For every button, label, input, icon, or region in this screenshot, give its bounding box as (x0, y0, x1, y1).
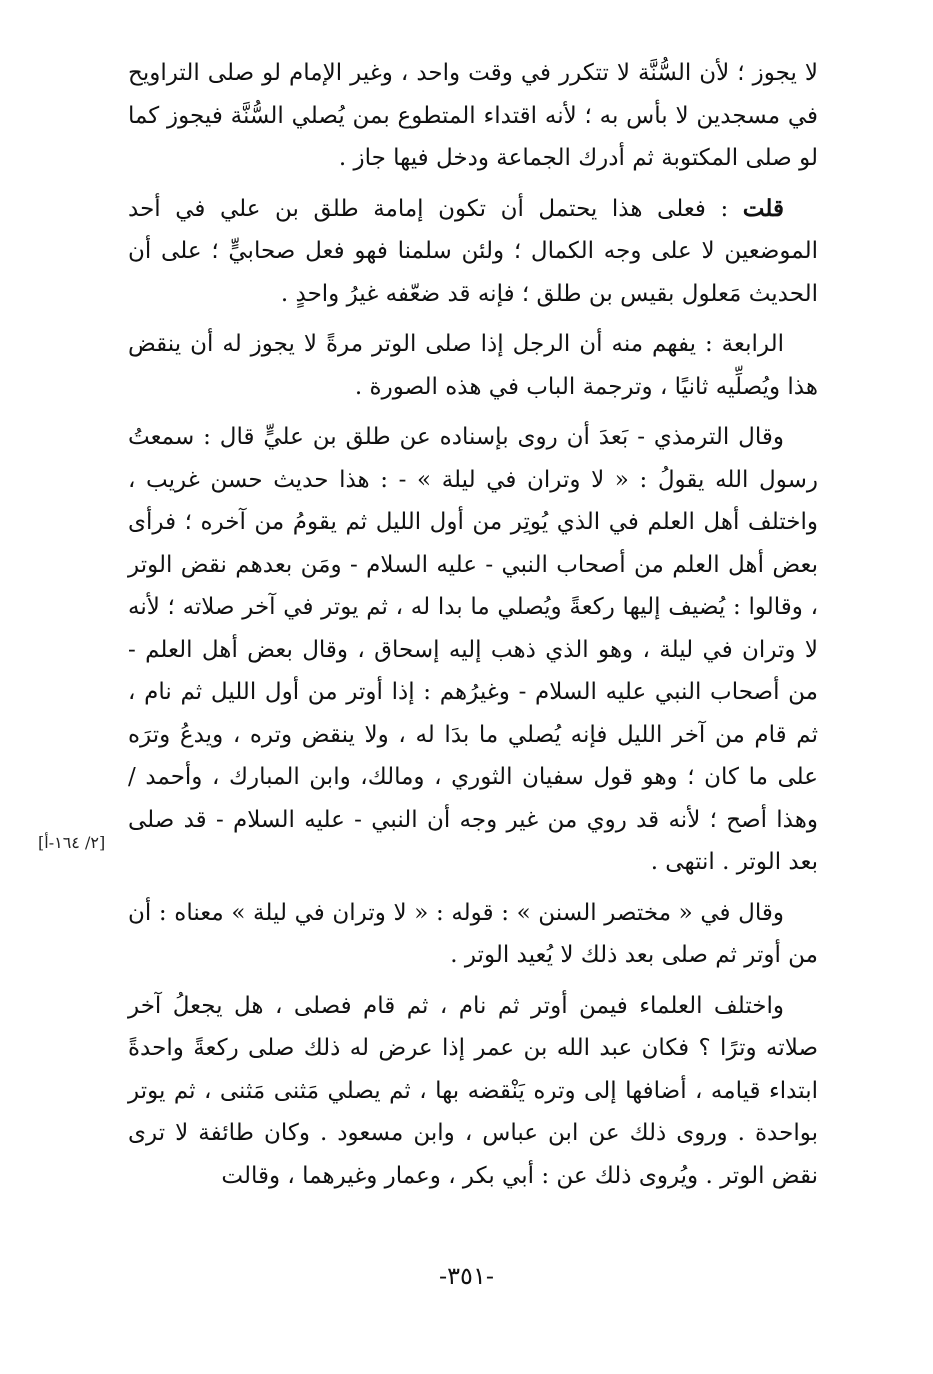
paragraph-3-text: الرابعة : يفهم منه أن الرجل إذا صلى الوتر مرةً لا يجوز له أن ينقض هذا ويُصلِّيه ثانيًا ، وترجمة الباب في هذه الصورة . (128, 331, 818, 400)
paragraph-5 (128, 892, 818, 977)
margin-folio-reference: [٢/ ١٦٤-أ] (38, 833, 106, 852)
paragraph-4 (128, 416, 818, 884)
paragraph-6 (128, 985, 818, 1198)
page-number: -٣٥١- (439, 1262, 494, 1290)
page-body (128, 52, 818, 1205)
paragraph-4-text: وقال الترمذي - بَعدَ أن روى بإسناده عن طلق بن عليٍّ قال : سمعتُ رسول الله يقولُ : « لا وتران في ليلة » - : هذا حديث حسن غريب ، واختلف أهل العلم في الذي يُوتِر من أول الليل ثم يقومُ من آخره ؛ فرأى بعض أهل العلم من أصحاب النبي - عليه السلام - ومَن بعدهم نقض الوتر ، وقالوا : يُضيف إليها ركعةً ويُصلي ما بدا له ، ثم يوتر في آخر صلاته ؛ لأنه لا وتران في ليلة ، وهو الذي ذهب إليه إسحاق ، وقال بعض أهل العلم - من أصحاب النبي عليه السلام - وغيرُهم : إذا أوتر من أول الليل ثم نام ، ثم قام من آخر الليل فإنه يُصلي ما بدَا له ، ولا ينقض وتره ، ويدعُ وترَه على ما كان ؛ وهو قول سفيان الثوري ، ومالك، وابن المبارك ، وأحمد / وهذا أصح ؛ لأنه قد روي من غير وجه أن النبي - عليه السلام - قد صلى بعد الوتر . انتهى . (128, 424, 818, 875)
paragraph-2-lead: قلت (742, 194, 784, 222)
paragraph-1-text: لا يجوز ؛ لأن السُّنَّة لا تتكرر في وقت واحد ، وغير الإمام لو صلى التراويح في مسجدين لا بأس به ؛ لأنه اقتداء المتطوع بمن يُصلي السُّنَّة فيجوز كما لو صلى المكتوبة ثم أدرك الجماعة ودخل فيها جاز . (128, 60, 818, 171)
paragraph-6-text: واختلف العلماء فيمن أوتر ثم نام ، ثم قام فصلى ، هل يجعلُ آخر صلاته وترًا ؟ فكان عبد الله بن عمر إذا عرض له ذلك صلى ركعةً واحدةً ابتداء قيامه ، أضافها إلى وتره يَنْقضه بها ، ثم يصلي مَثنى مَثنى ، ثم يوتر بواحدة . وروى ذلك عن ابن عباس ، وابن مسعود . وكان طائفة لا ترى نقض الوتر . ويُروى ذلك عن : أبي بكر ، وعمار وغيرهما ، وقالت (128, 992, 818, 1189)
paragraph-2-text: : فعلى هذا يحتمل أن تكون إمامة طلق بن علي في أحد الموضعين لا على وجه الكمال ؛ ولئن سلمنا فهو فعل صحابيٍّ ؛ على أن الحديث مَعلول بقيس بن طلق ؛ فإنه قد ضعّفه غيرُ واحدٍ . (128, 195, 818, 307)
paragraph-5-text: وقال في « مختصر السنن » : قوله : « لا وتران في ليلة » معناه : أن من أوتر ثم صلى بعد ذلك لا يُعيد الوتر . (128, 899, 818, 968)
paragraph-3 (128, 323, 818, 408)
paragraph-2 (128, 188, 818, 316)
paragraph-1 (128, 52, 818, 180)
